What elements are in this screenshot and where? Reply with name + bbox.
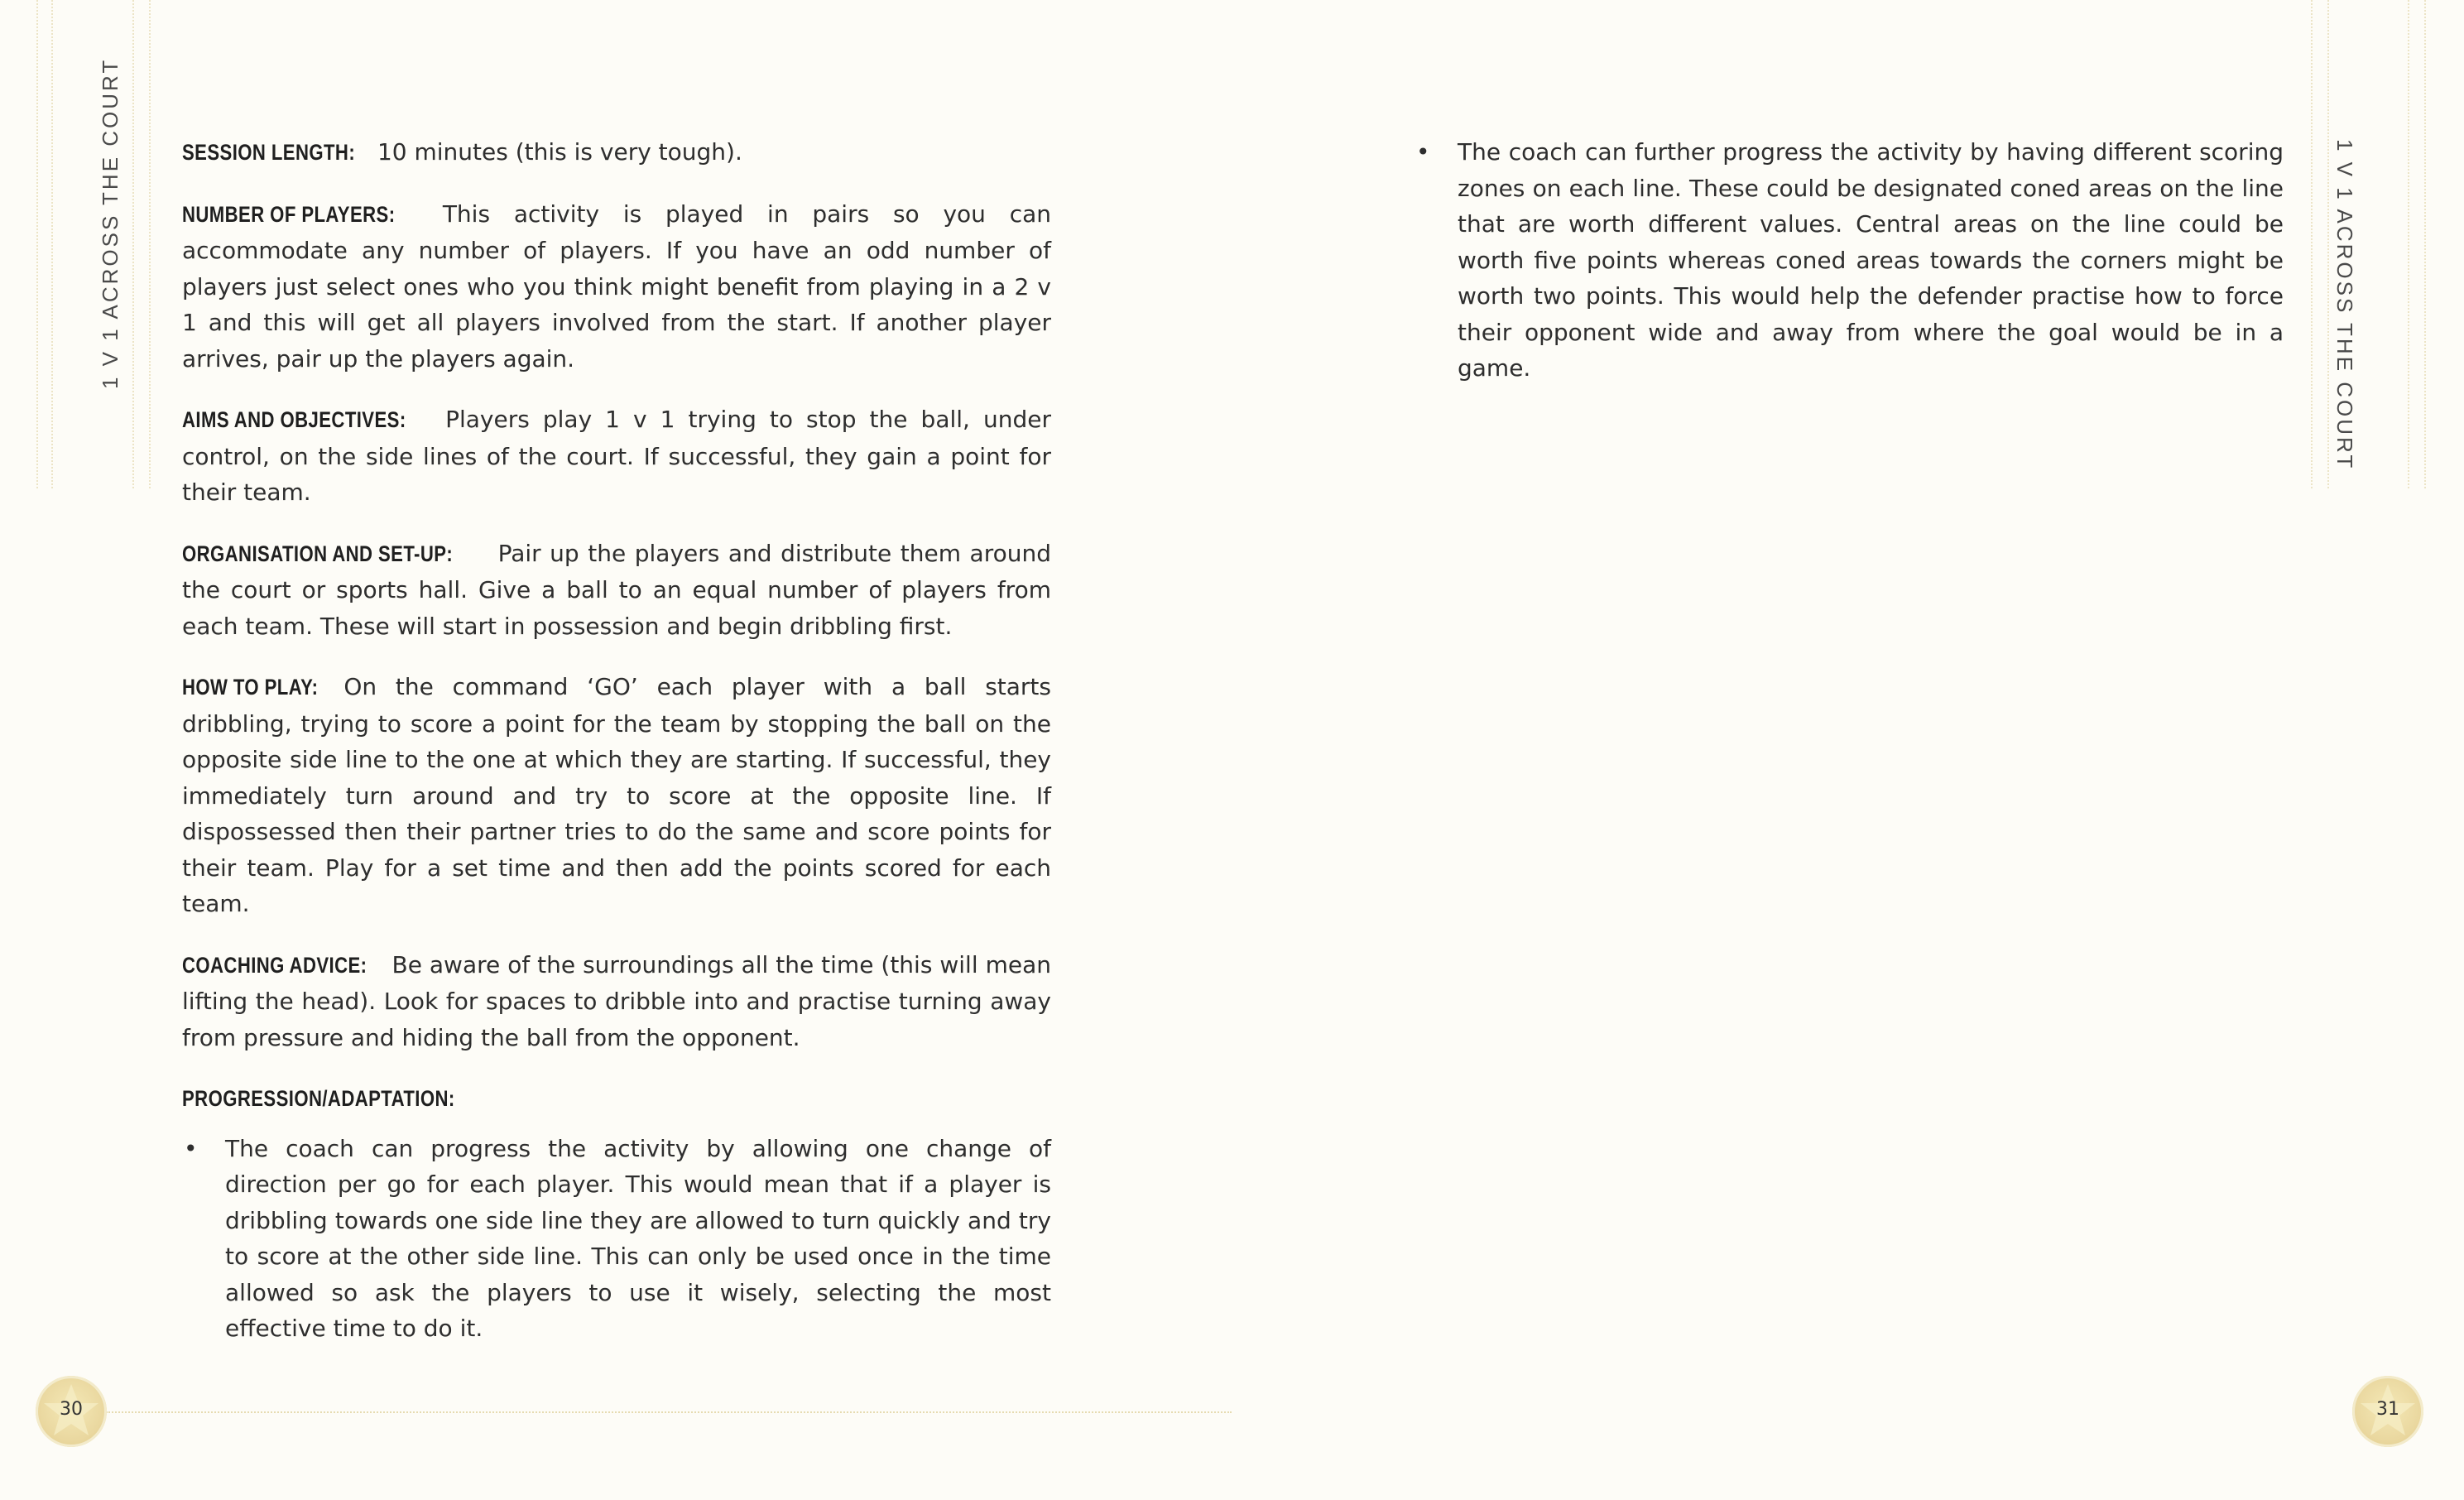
section-text: Be aware of the surroundings all the time (this will mean lifting the head). Look for spaces to dribble into and practise turning away from pressure and hiding the ball from the opponent. — [182, 950, 1051, 1051]
right-text-column — [1415, 134, 2284, 410]
section-label: ORGANISATION AND SET-UP: — [182, 541, 454, 566]
section-organisation — [182, 536, 1051, 645]
section-label: COACHING ADVICE: — [182, 952, 367, 978]
section-session-length — [182, 134, 1051, 171]
bullet-icon: • — [184, 1134, 198, 1162]
decorative-rule — [36, 0, 38, 488]
footer-rule — [106, 1411, 1232, 1413]
section-label: HOW TO PLAY: — [182, 675, 319, 700]
section-coaching-advice — [182, 947, 1051, 1056]
left-text-column — [182, 134, 1051, 1370]
decorative-rule — [2408, 0, 2409, 488]
progression-list-continued — [1415, 134, 2284, 387]
decorative-rule — [51, 0, 53, 488]
page-number-badge — [36, 1376, 107, 1447]
decorative-rule — [2424, 0, 2426, 488]
section-how-to-play — [182, 669, 1051, 922]
section-aims-and-objectives — [182, 401, 1051, 511]
page-number-badge — [2352, 1376, 2423, 1447]
section-progression — [182, 1080, 1051, 1118]
section-text: On the command ‘GO’ each player with a ball starts dribbling, trying to score a point for the team by stopping the ball on the opposite side line to the one at which they are starting. If successful, they immediately turn around and try to score at the opposite line. If dispossessed then their partner tries to do the same and score points for their team. Play for a set time and then add the points scored for each team. — [182, 673, 1052, 917]
running-head-right: 1 V 1 ACROSS THE COURT — [2332, 139, 2357, 471]
section-text: Pair up the players and distribute them around the court or sports hall. Give a ball to an equal number of players from each team. These will start in possession and begin dribbling first. — [182, 539, 1051, 640]
progression-list — [182, 1131, 1051, 1347]
section-label: AIMS AND OBJECTIVES: — [182, 407, 406, 432]
list-item-text: The coach can further progress the activity by having different scoring zones on each line. These could be designated coned areas on the line that are worth different values. Central areas on the line could be worth five points whereas coned areas towards the corners might be worth two points. This would help the defender practise how to force their opponent wide and away from where the goal would be in a game. — [1458, 138, 2284, 382]
section-text: 10 minutes (this is very tough). — [377, 138, 742, 166]
decorative-rule — [149, 0, 151, 488]
page-number: 31 — [2376, 1399, 2399, 1420]
list-item — [1415, 134, 2284, 387]
bullet-icon: • — [1416, 138, 1430, 166]
section-label: SESSION LENGTH: — [182, 140, 356, 165]
running-head-left: 1 V 1 ACROSS THE COURT — [98, 57, 122, 389]
section-label: NUMBER OF PLAYERS: — [182, 201, 396, 227]
list-item-text: The coach can progress the activity by allowing one change of direction per go for each player. This would mean that if a player is dribbling towards one side line they are allowed to turn quickly and try to score at the other side line. This can only be used once in the time allowed so ask the players to use it wisely, selecting the most effective time to do it. — [225, 1134, 1051, 1342]
decorative-rule — [2311, 0, 2313, 488]
section-text: This activity is played in pairs so you can accommodate any number of players. If you have an odd number of players just select ones who you think might benefit from playing in a 2 v 1 and this will get all players involved from the start. If another player arrives, pair up the players again. — [182, 200, 1052, 373]
section-text: Players play 1 v 1 trying to stop the ball, under control, on the side lines of the court. If successful, they gain a point for their team. — [182, 406, 1051, 506]
list-item — [182, 1131, 1051, 1347]
decorative-rule — [2327, 0, 2329, 488]
decorative-rule — [132, 0, 134, 488]
section-label: PROGRESSION/ADAPTATION: — [182, 1086, 455, 1111]
page-number: 30 — [60, 1399, 83, 1420]
section-number-of-players — [182, 196, 1051, 377]
